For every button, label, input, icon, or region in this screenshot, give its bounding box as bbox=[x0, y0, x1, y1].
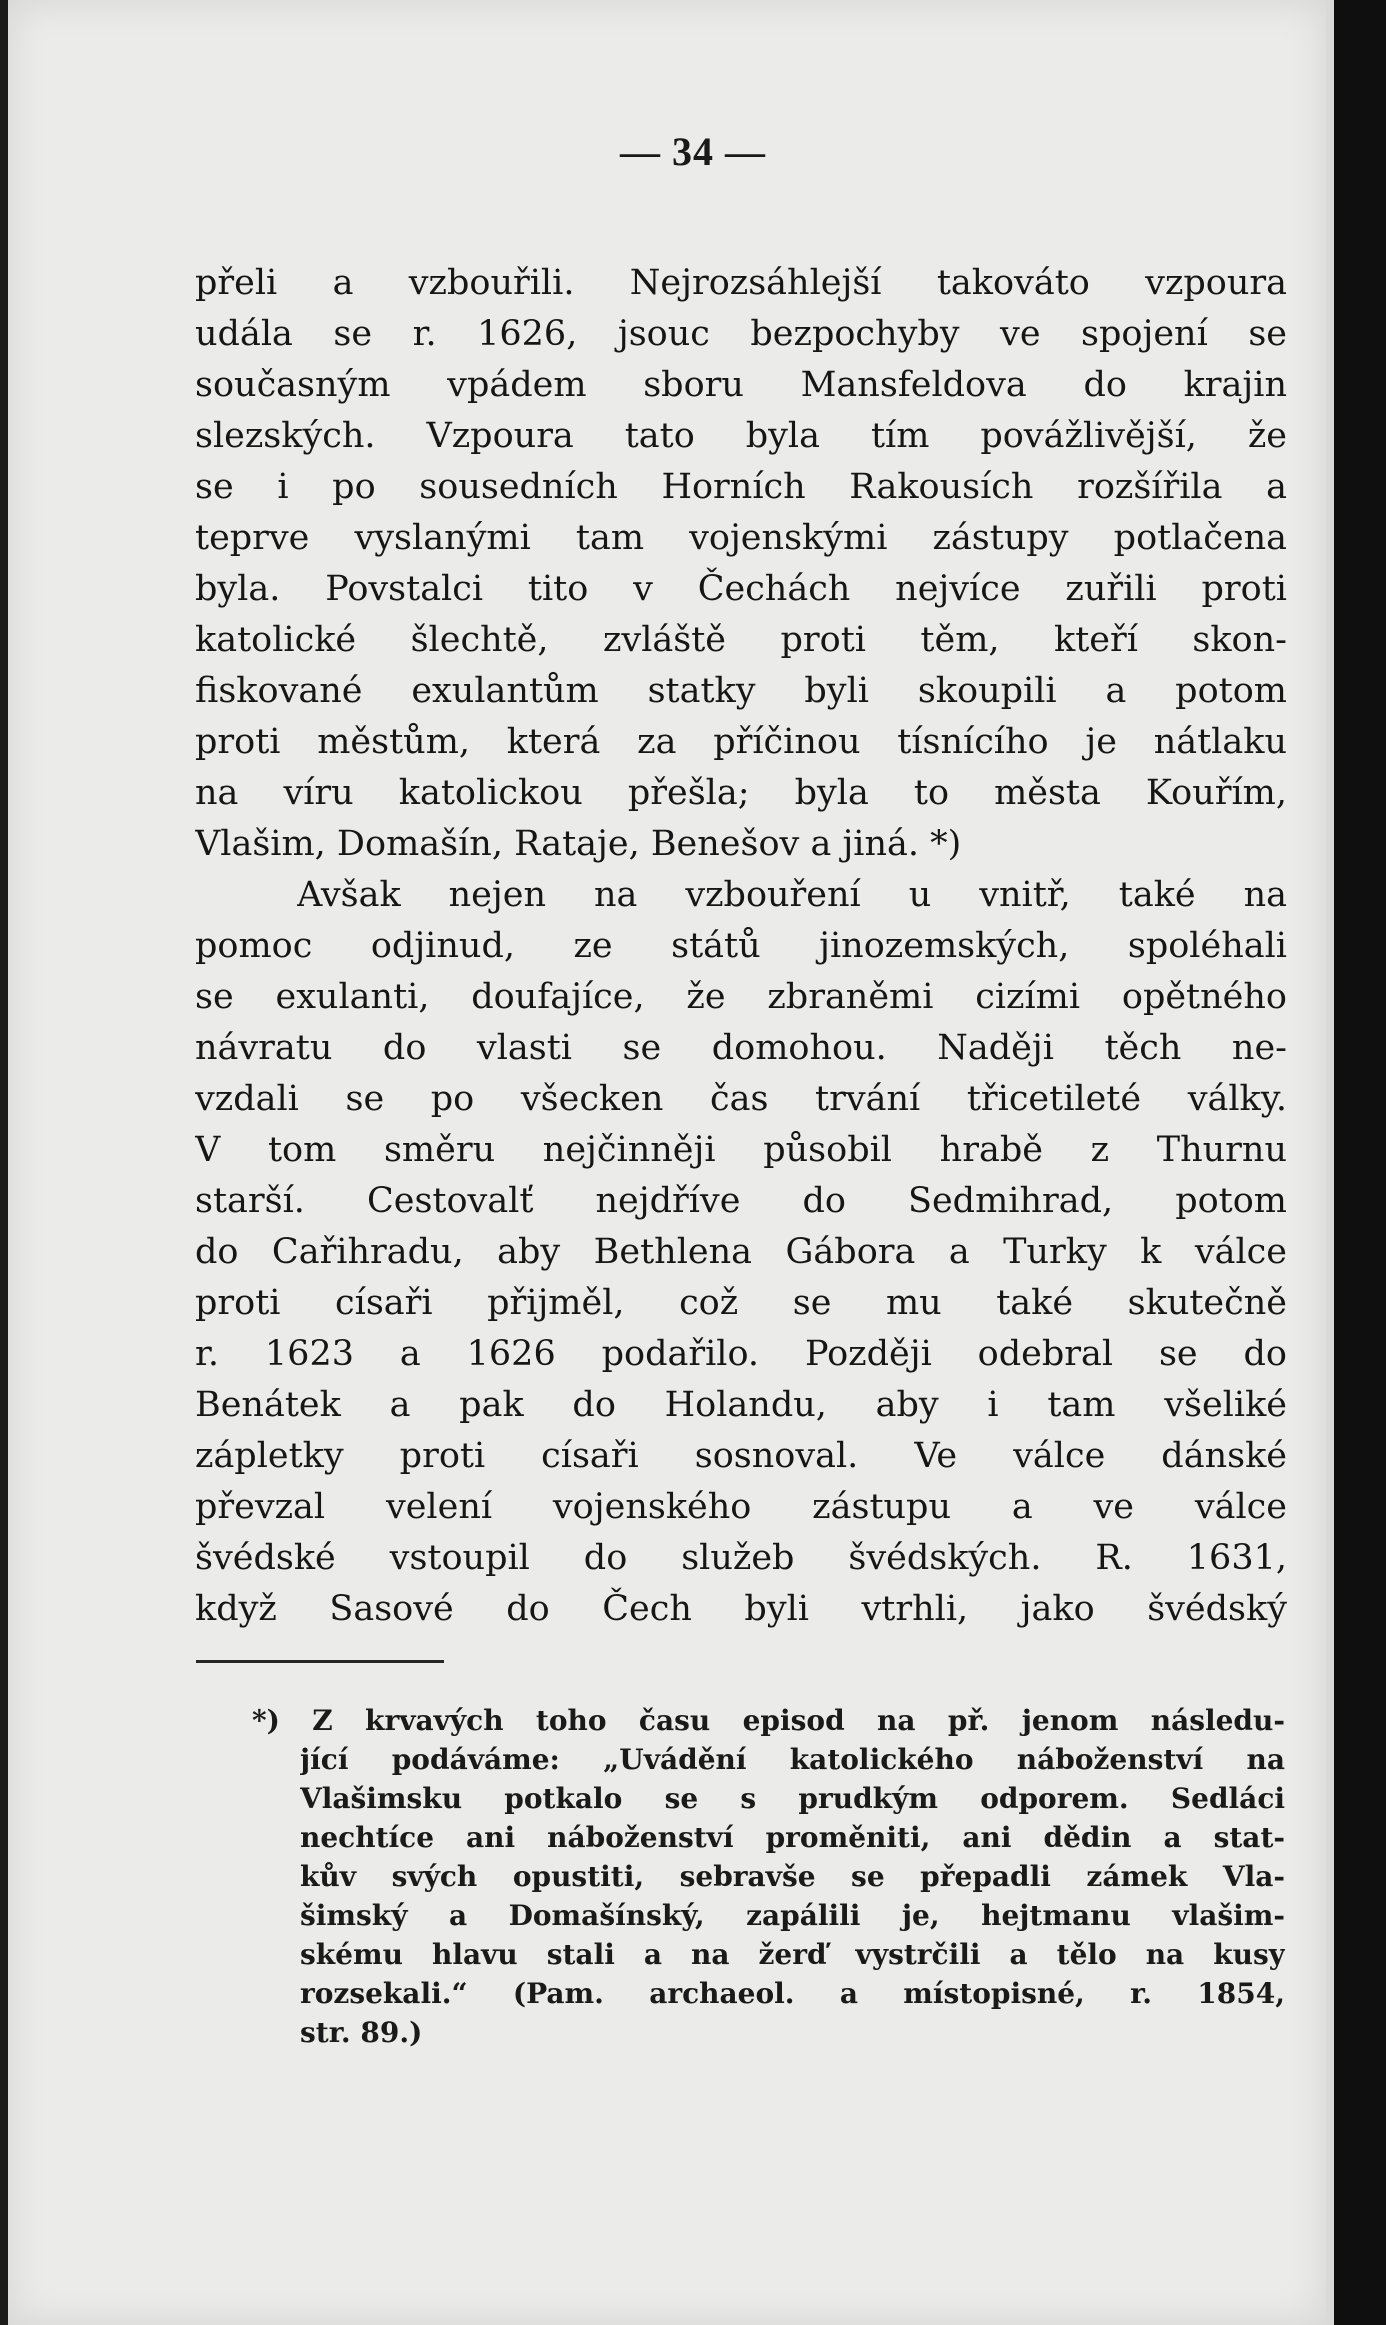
body-line: r. 1623 a 1626 podařilo. Později odebral se do bbox=[195, 1334, 1287, 1374]
body-line: převzal velení vojenského zástupu a ve válce bbox=[195, 1487, 1287, 1527]
page-edge bbox=[1326, 0, 1334, 2325]
body-line: se i po sousedních Horních Rakousích rozšířila a bbox=[195, 467, 1287, 507]
page-number: — 34 — bbox=[620, 129, 766, 174]
footnote-line: *) Z krvavých toho času episod na př. jenom následu- bbox=[252, 1704, 1285, 1737]
footnote-line: kův svých opustiti, sebravše se přepadli zámek Vla- bbox=[300, 1860, 1285, 1893]
body-line: pomoc odjinud, ze států jinozemských, spoléhali bbox=[195, 926, 1287, 966]
body-line: přeli a vzbouřili. Nejrozsáhlejší takováto vzpoura bbox=[195, 263, 1287, 303]
footnote-line: str. 89.) bbox=[300, 2016, 423, 2049]
body-line: katolické šlechtě, zvláště proti těm, kteří skon- bbox=[195, 620, 1287, 660]
body-line: vzdali se po všecken čas trvání třicetileté války. bbox=[195, 1079, 1287, 1119]
footnote-line: šimský a Domašínský, zapálili je, hejtmanu vlašim- bbox=[300, 1899, 1285, 1932]
footnote-line: jící podáváme: „Uvádění katolického náboženství na bbox=[300, 1743, 1285, 1776]
paragraph-start-line: Avšak nejen na vzbouření u vnitř, také na bbox=[297, 875, 1287, 915]
scan-border bbox=[1334, 0, 1386, 2325]
body-line: proti městům, která za příčinou tísnícího je nátlaku bbox=[195, 722, 1287, 762]
body-line: fiskované exulantům statky byli skoupili a potom bbox=[195, 671, 1287, 711]
footnote-line: nechtíce ani náboženství proměniti, ani dědin a stat- bbox=[300, 1821, 1285, 1854]
footnote-line: Vlašimsku potkalo se s prudkým odporem. Sedláci bbox=[300, 1782, 1285, 1815]
body-line: Vlašim, Domašín, Rataje, Benešov a jiná. *) bbox=[195, 824, 962, 864]
body-line: V tom směru nejčinněji působil hrabě z Thurnu bbox=[195, 1130, 1287, 1170]
body-line: když Sasové do Čech byli vtrhli, jako švédský bbox=[195, 1589, 1287, 1629]
body-line: starší. Cestovalť nejdříve do Sedmihrad, potom bbox=[195, 1181, 1287, 1221]
body-line: zápletky proti císaři sosnoval. Ve válce dánské bbox=[195, 1436, 1287, 1476]
body-line: udála se r. 1626, jsouc bezpochyby ve spojení se bbox=[195, 314, 1287, 354]
footnote-line: rozsekali.“ (Pam. archaeol. a místopisné, r. 1854, bbox=[300, 1977, 1285, 2010]
body-line: se exulanti, doufajíce, že zbraněmi cizími opětného bbox=[195, 977, 1287, 1017]
footnote-line: skému hlavu stali a na žerď vystrčili a tělo na kusy bbox=[300, 1938, 1285, 1971]
footnote-divider bbox=[196, 1660, 444, 1663]
body-line: byla. Povstalci tito v Čechách nejvíce zuřili proti bbox=[195, 569, 1287, 609]
body-line: slezských. Vzpoura tato byla tím povážlivější, že bbox=[195, 416, 1287, 456]
body-line: Benátek a pak do Holandu, aby i tam všeliké bbox=[195, 1385, 1287, 1425]
body-line: švédské vstoupil do služeb švédských. R. 1631, bbox=[195, 1538, 1287, 1578]
body-line: návratu do vlasti se domohou. Naději těch ne- bbox=[195, 1028, 1287, 1068]
body-line: teprve vyslanými tam vojenskými zástupy potlačena bbox=[195, 518, 1287, 558]
body-line: proti císaři přijměl, což se mu také skutečně bbox=[195, 1283, 1287, 1323]
body-line: na víru katolickou přešla; byla to města Kouřím, bbox=[195, 773, 1287, 813]
body-line: současným vpádem sboru Mansfeldova do krajin bbox=[195, 365, 1287, 405]
body-line: do Cařihradu, aby Bethlena Gábora a Turky k válce bbox=[195, 1232, 1287, 1272]
